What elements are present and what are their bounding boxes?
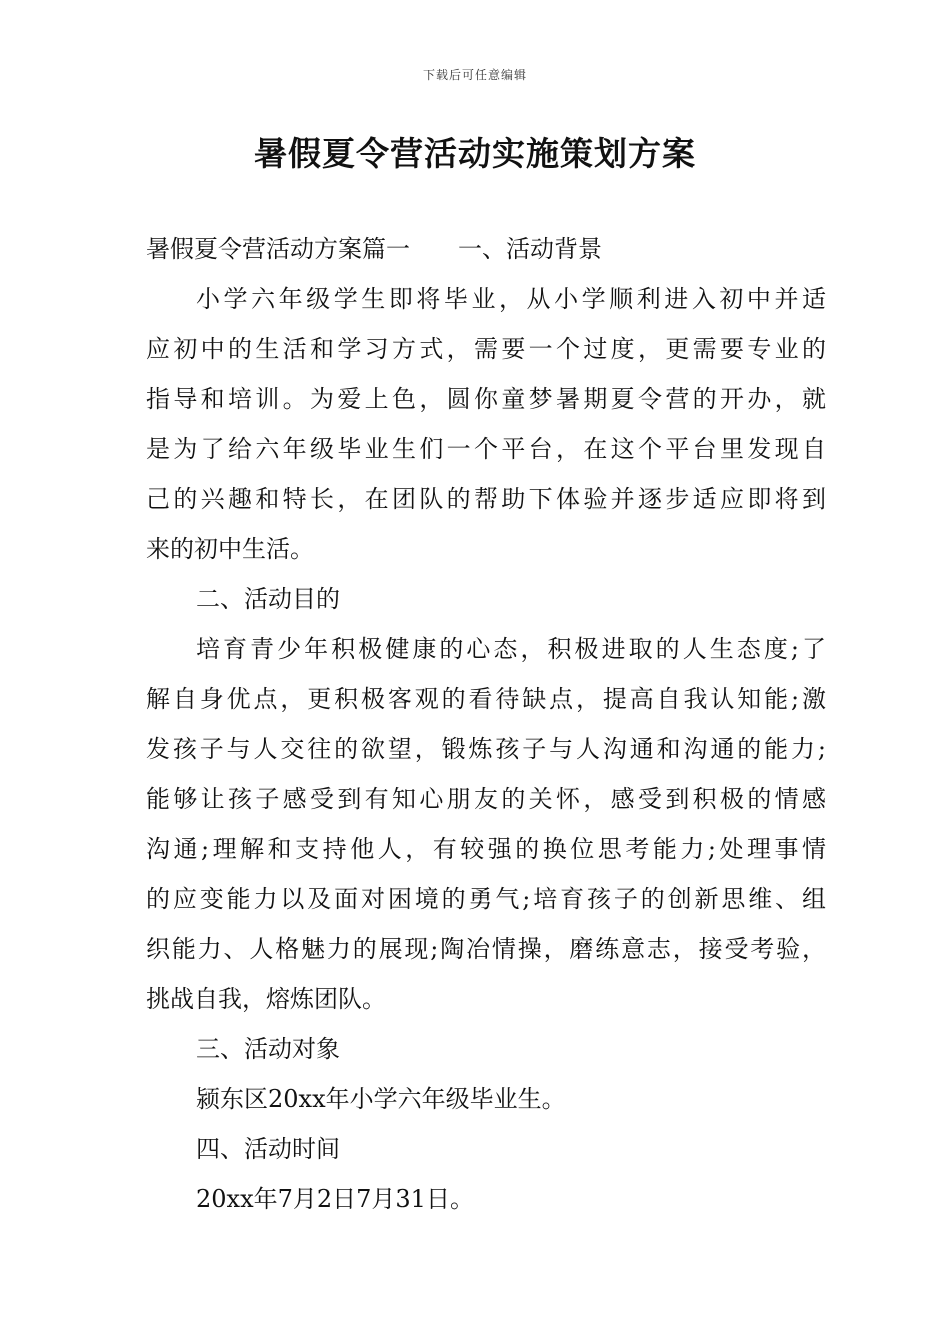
paragraph-line: 沟通;理解和支持他人，有较强的换位思考能力;处理事情	[146, 835, 826, 863]
target-text: 颍东区20xx年小学六年级毕业生。	[196, 1085, 566, 1113]
section-heading-time: 四、活动时间	[196, 1135, 340, 1163]
paragraph-line: 织能力、人格魅力的展现;陶冶情操，磨练意志，接受考验，	[146, 935, 826, 963]
section-heading-target: 三、活动对象	[196, 1035, 340, 1063]
paragraph-line: 解自身优点，更积极客观的看待缺点，提高自我认知能;激	[146, 685, 826, 713]
time-text: 20xx年7月2日7月31日。	[196, 1185, 474, 1213]
paragraph-line: 培育青少年积极健康的心态，积极进取的人生态度;了	[196, 635, 826, 663]
document-body	[146, 224, 826, 1224]
header-note: 下载后可任意编辑	[422, 68, 527, 82]
paragraph-line: 指导和培训。为爱上色，圆你童梦暑期夏令营的开办，就	[146, 385, 826, 413]
intro-line	[146, 224, 826, 274]
intro-left-text: 暑假夏令营活动方案篇一	[146, 235, 410, 263]
paragraph-line: 是为了给六年级毕业生们一个平台，在这个平台里发现自	[146, 435, 826, 463]
paragraph-line: 来的初中生活。	[146, 535, 314, 563]
paragraph-line: 挑战自我，熔炼团队。	[146, 985, 386, 1013]
section-heading-background: 一、活动背景	[458, 235, 602, 263]
paragraph-line: 能够让孩子感受到有知心朋友的关怀，感受到积极的情感	[146, 785, 826, 813]
paragraph-line: 己的兴趣和特长，在团队的帮助下体验并逐步适应即将到	[146, 485, 826, 513]
paragraph-line: 发孩子与人交往的欲望，锻炼孩子与人沟通和沟通的能力;	[146, 735, 826, 763]
section-heading-purpose: 二、活动目的	[196, 585, 340, 613]
paragraph-line: 应初中的生活和学习方式，需要一个过度，更需要专业的	[146, 335, 826, 363]
document-title: 暑假夏令营活动实施策划方案	[254, 134, 696, 173]
paragraph-line: 的应变能力以及面对困境的勇气;培育孩子的创新思维、组	[146, 885, 826, 913]
paragraph-line: 小学六年级学生即将毕业，从小学顺利进入初中并适	[196, 285, 826, 313]
